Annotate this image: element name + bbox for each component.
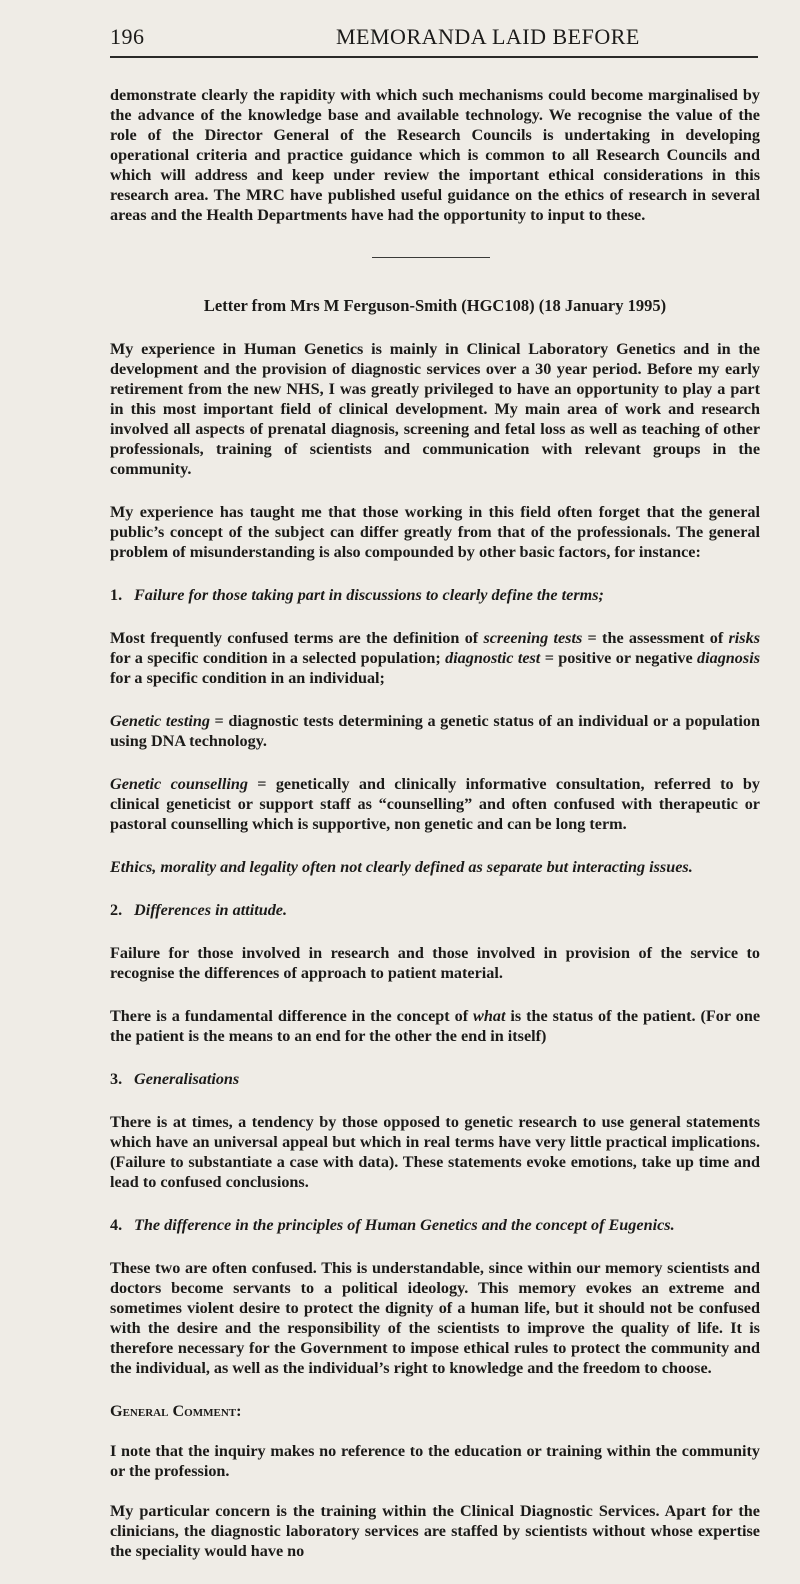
running-header — [110, 24, 760, 56]
paragraph-generalisations: There is at times, a tendency by those opposed to genetic research to use general statements which have an universal appeal but which in real terms have very little practical implications. (Failure to substantiate a case with data). These statements evoke emotions, take up time and lead to confused conclusions. — [110, 1113, 760, 1191]
section-2-heading — [110, 900, 760, 920]
ethics-note: Ethics, morality and legality often not clearly defined as separate but interacting issues. — [110, 858, 693, 876]
paragraph-experience: My experience in Human Genetics is mainly in Clinical Laboratory Genetics and in the development and the provision of diagnostic services over a 30 year period. Before my early retirement from the new NHS, I was greatly privileged to have an opportunity to play a part in this most important field of clinical development. My main area of work and research involved all aspects of prenatal diagnosis, screening and fetal loss as well as teaching of other professionals, training of scientists and communication with relevant groups in the community. — [110, 340, 760, 478]
section-number: 4. — [110, 1216, 123, 1234]
definition-genetic-testing: Genetic testing = diagnostic tests determining a genetic status of an individual or a population using DNA technology. — [110, 712, 760, 750]
section-number: 1. — [110, 586, 123, 604]
paragraph-inquiry-note: I note that the inquiry makes no reference to the education or training within the community or the profession. — [110, 1442, 760, 1480]
paragraph-eugenics: These two are often confused. This is understandable, since within our memory scientists and doctors become servants to a political ideology. This memory evokes an extreme and sometimes violent desire to protect the dignity of a human life, but it should not be confused with the desire and the responsibility of the scientists to improve the quality of life. It is therefore necessary for the Government to impose ethical rules to protect the community and the individual, as well as the individual’s right to knowledge and the freedom to choose. — [110, 1259, 760, 1377]
body-text — [110, 85, 760, 1584]
paragraph-failure: Failure for those involved in research and those involved in provision of the service to recognise the differences of approach to patient material. — [110, 944, 760, 982]
definition-screening: Most frequently confused terms are the definition of screening tests = the assessment of risks for a specific condition in a selected population; diagnostic test = positive or negative diagnosis for a specific condition in an individual; — [110, 629, 760, 687]
general-comment-label: General Comment: — [110, 1402, 242, 1420]
paragraph-public-concept: My experience has taught me that those working in this field often forget that the general public’s concept of the subject can differ greatly from that of the professionals. The general problem of misunderstanding is also compounded by other basic factors, for instance: — [110, 503, 760, 561]
section-number: 3. — [110, 1070, 123, 1088]
section-divider — [372, 257, 490, 258]
paragraph-training-concern: My particular concern is the training within the Clinical Diagnostic Services. Apart for the clinicians, the diagnostic laboratory services are staffed by scientists without whose expertise the speciality would have no — [110, 1502, 760, 1560]
running-title: MEMORANDA LAID BEFORE — [336, 24, 640, 49]
section-4-heading — [110, 1215, 760, 1235]
paragraph-fundamental-difference: There is a fundamental difference in the concept of what is the status of the patient. (For one the patient is the means to an end for the other the end in itself) — [110, 1007, 761, 1045]
section-title: Differences in attitude. — [134, 901, 288, 919]
section-title: The difference in the principles of Human Genetics and the concept of Eugenics. — [134, 1216, 675, 1234]
section-number: 2. — [110, 901, 123, 919]
section-title: Generalisations — [134, 1070, 240, 1088]
letter-heading: Letter from Mrs M Ferguson-Smith (HGC108) (18 January 1995) — [203, 296, 667, 315]
section-3-heading — [110, 1069, 760, 1089]
definition-genetic-counselling: Genetic counselling = genetically and clinically informative consultation, referred to by clinical geneticist or support staff as “counselling” and often confused with therapeutic or pastoral counselling which is supportive, non genetic and can be long term. — [110, 775, 760, 833]
section-1-heading — [110, 585, 760, 605]
intro-paragraph: demonstrate clearly the rapidity with which such mechanisms could become marginalised by the advance of the knowledge base and available technology. We recognise the value of the role of the Director General of the Research Councils is undertaking in developing operational criteria and practice guidance which is common to all Research Councils and which will address and keep under review the important ethical considerations in this research area. The MRC have published useful guidance on the ethics of research in several areas and the Health Departments have had the opportunity to input to these. — [110, 86, 760, 224]
page-number: 196 — [110, 24, 145, 49]
section-title: Failure for those taking part in discussions to clearly define the terms; — [134, 586, 604, 604]
header-rule — [110, 56, 758, 58]
